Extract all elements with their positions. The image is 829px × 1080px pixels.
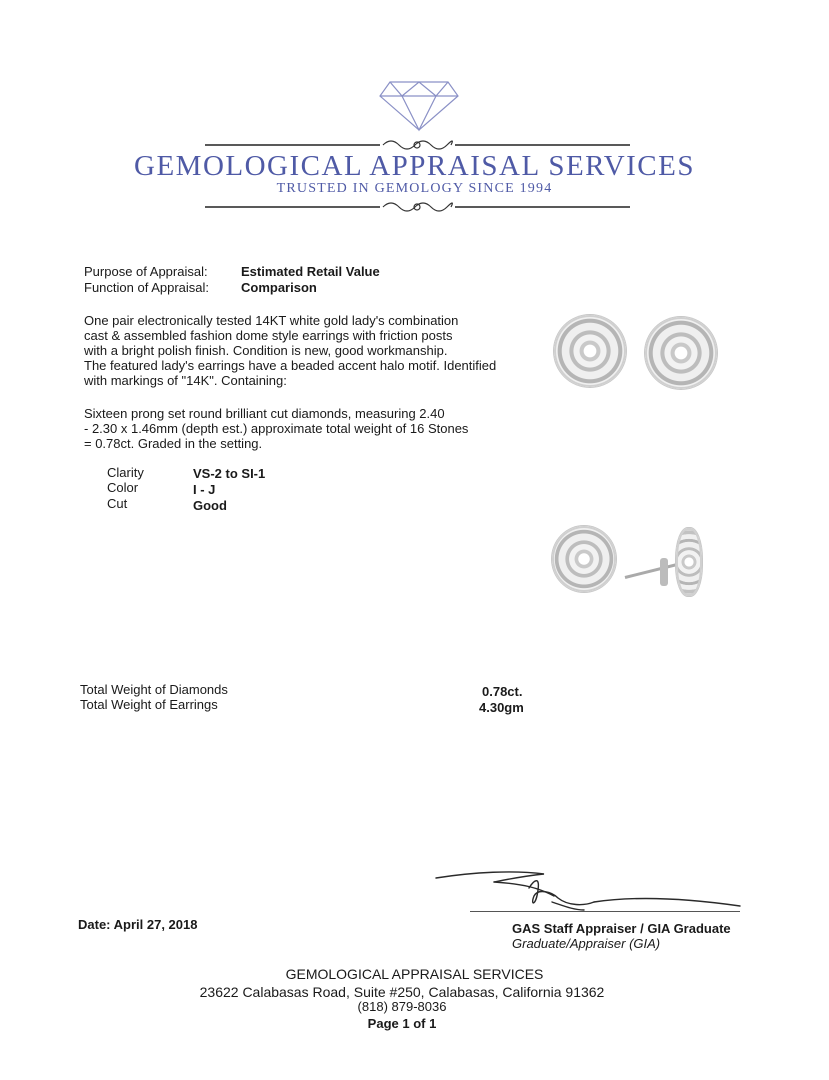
diamond-line: - 2.30 x 1.46mm (depth est.) approximate total weight of 16 Stones — [84, 421, 469, 436]
diamond-icon — [378, 80, 460, 132]
description-line: One pair electronically tested 14KT white gold lady's combination — [84, 313, 459, 328]
cut-label: Cut — [107, 496, 128, 511]
appraiser-signature — [434, 866, 744, 916]
appraiser-subtitle: Graduate/Appraiser (GIA) — [512, 936, 661, 951]
earring-stud — [554, 315, 626, 387]
footer-address: 23622 Calabasas Road, Suite #250, Calabasas, California 91362 — [199, 984, 605, 1000]
earring-stud — [645, 317, 717, 389]
earring-photo-side — [548, 522, 778, 602]
footer-phone: (818) 879-8036 — [357, 999, 447, 1014]
diamond-line: Sixteen prong set round brilliant cut diamonds, measuring 2.40 — [84, 406, 445, 421]
total-diamond-weight-label: Total Weight of Diamonds — [80, 682, 228, 697]
item-description — [84, 313, 496, 388]
color-value: I - J — [193, 482, 216, 497]
appraiser-title: GAS Staff Appraiser / GIA Graduate — [512, 921, 731, 936]
bottom-ornament-divider — [205, 198, 630, 218]
earring-stud-profile — [676, 528, 702, 596]
purpose-value: Estimated Retail Value — [241, 264, 380, 279]
total-earring-weight-value: 4.30gm — [479, 700, 524, 715]
signature-line — [470, 911, 740, 912]
cut-value: Good — [193, 498, 227, 513]
function-value: Comparison — [241, 280, 317, 295]
earring-stud — [552, 526, 616, 592]
description-line: cast & assembled fashion dome style earrings with friction posts — [84, 328, 453, 343]
appraisal-date: Date: April 27, 2018 — [78, 917, 198, 932]
footer-company: GEMOLOGICAL APPRAISAL SERVICES — [285, 966, 544, 982]
total-diamond-weight-value: 0.78ct. — [482, 684, 523, 699]
description-line: with a bright polish finish. Condition is new, good workmanship. — [84, 343, 448, 358]
color-label: Color — [107, 480, 139, 495]
diamond-line: = 0.78ct. Graded in the setting. — [84, 436, 263, 451]
total-earring-weight-label: Total Weight of Earrings — [80, 697, 218, 712]
description-line: The featured lady's earrings have a beaded accent halo motif. Identified — [84, 358, 497, 373]
page-number: Page 1 of 1 — [367, 1016, 437, 1031]
clarity-value: VS-2 to SI-1 — [193, 466, 266, 481]
purpose-label: Purpose of Appraisal: — [84, 264, 208, 279]
description-line: with markings of "14K". Containing: — [84, 373, 287, 388]
earring-post — [625, 562, 684, 579]
earring-photo-front — [550, 315, 780, 395]
clarity-label: Clarity — [107, 465, 144, 480]
company-name-heading: GEMOLOGICAL APPRAISAL SERVICES — [134, 150, 695, 182]
function-label: Function of Appraisal: — [84, 280, 210, 295]
company-tagline: TRUSTED IN GEMOLOGY SINCE 1994 — [276, 181, 553, 196]
earring-back — [660, 558, 668, 586]
diamond-description — [84, 406, 468, 451]
